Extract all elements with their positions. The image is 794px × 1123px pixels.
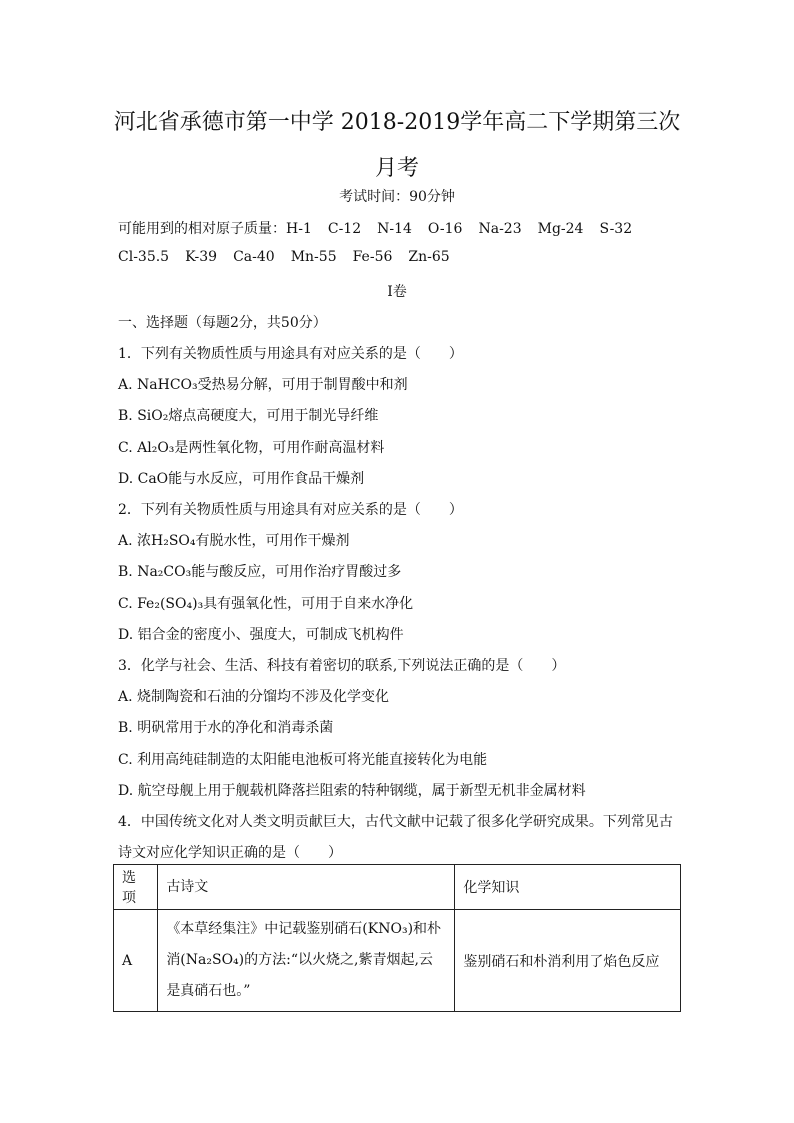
question-2-option-a: A. 浓H₂SO₄有脱水性，可用作干燥剂 (118, 533, 350, 549)
atomic-mass: S-32 (599, 221, 633, 237)
question-1-option-c: C. Al₂O₃是两性氧化物，可用作耐高温材料 (118, 440, 385, 456)
question-3-option-c: C. 利用高纯硅制造的太阳能电池板可将光能直接转化为电能 (118, 752, 488, 768)
atomic-mass: H-1 (286, 221, 312, 237)
atomic-mass: Zn-65 (408, 249, 450, 265)
question-4-table (113, 864, 681, 1012)
question-2-option-d: D. 铝合金的密度小、强度大，可制成飞机构件 (118, 627, 404, 643)
page-title: 河北省承德市第一中学 2018-2019学年高二下学期第三次月考 (113, 110, 681, 181)
atomic-mass: Mg-24 (537, 221, 584, 237)
question-3-stem: 3．化学与社会、生活、科技有着密切的联系,下列说法正确的是（ ） (118, 658, 566, 674)
table-cell-knowledge: 鉴别硝石和朴消利用了焰色反应 (455, 910, 681, 1012)
question-4-stem-line-1: 4．中国传统文化对人类文明贡献巨大，古代文献中记载了很多化学研究成果。下列常见古 (118, 814, 673, 830)
question-2-stem: 2．下列有关物质性质与用途具有对应关系的是（ ） (118, 502, 463, 518)
atomic-masses-row-1 (118, 218, 648, 238)
atomic-mass: K-39 (185, 249, 218, 265)
question-2-option-c: C. Fe₂(SO₄)₃具有强氧化性，可用于自来水净化 (118, 596, 414, 612)
volume-heading: Ⅰ卷 (387, 284, 407, 300)
table-header-option: 选项 (114, 865, 158, 910)
question-3-option-a: A. 烧制陶瓷和石油的分馏均不涉及化学变化 (118, 689, 390, 705)
atomic-mass: Cl-35.5 (118, 249, 170, 265)
question-1-stem: 1．下列有关物质性质与用途具有对应关系的是（ ） (118, 346, 463, 362)
table-header-row (114, 865, 681, 910)
table-header-knowledge: 化学知识 (455, 865, 681, 910)
atomic-mass: Na-23 (478, 221, 522, 237)
table-row (114, 910, 681, 1012)
atomic-masses-row-2 (118, 249, 466, 265)
question-1-option-b: B. SiO₂熔点高硬度大，可用于制光导纤维 (118, 408, 379, 424)
atomic-mass: N-14 (377, 221, 412, 237)
question-3-option-d: D. 航空母舰上用于舰载机降落拦阻索的特种钢缆，属于新型无机非金属材料 (118, 783, 586, 799)
question-1-option-d: D. CaO能与水反应，可用作食品干燥剂 (118, 471, 365, 487)
atomic-mass: Fe-56 (352, 249, 393, 265)
atomic-mass: O-16 (427, 221, 463, 237)
atomic-mass: Mn-55 (290, 249, 337, 265)
exam-time: 考试时间：90分钟 (339, 189, 455, 205)
question-3-option-b: B. 明矾常用于水的净化和消毒杀菌 (118, 720, 334, 736)
table-cell-poem: 《本草经集注》中记载鉴别硝石(KNO₃)和朴消(Na₂SO₄)的方法:“以火烧之,紫青烟起,云是真硝石也。” (158, 910, 455, 1012)
table-cell-option: A (114, 910, 158, 1012)
table-header-poem: 古诗文 (158, 865, 455, 910)
question-2-option-b: B. Na₂CO₃能与酸反应，可用作治疗胃酸过多 (118, 564, 402, 580)
question-1-option-a: A. NaHCO₃受热易分解，可用于制胃酸中和剂 (118, 377, 408, 393)
question-4-stem-line-2: 诗文对应化学知识正确的是（ ） (118, 845, 342, 861)
atomic-masses-label: 可能用到的相对原子质量： (118, 221, 286, 237)
atomic-mass: Ca-40 (233, 249, 275, 265)
atomic-mass: C-12 (327, 221, 362, 237)
section-heading: 一、选择题（每题2分，共50分） (118, 315, 327, 331)
